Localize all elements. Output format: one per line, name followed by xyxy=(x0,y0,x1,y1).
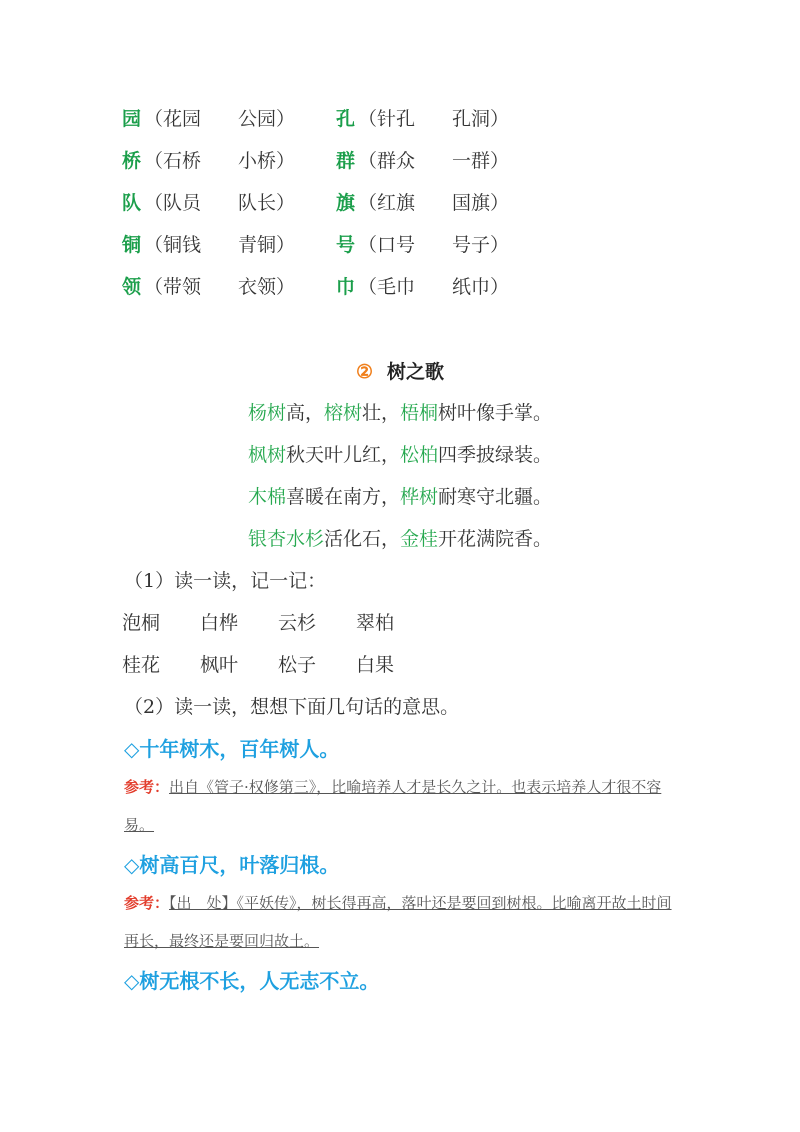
vocab-word: 衣领） xyxy=(238,276,296,298)
word-item: 枫叶 xyxy=(200,654,239,676)
vocab-word: （针孔 xyxy=(358,108,416,130)
vocab-word: （铜钱 xyxy=(144,234,202,256)
reference-label: 参考： xyxy=(124,778,170,796)
poem-text: 耐寒守北疆。 xyxy=(438,486,553,508)
poem-line xyxy=(0,398,800,428)
word-item: 泡桐 xyxy=(122,612,161,634)
tree-name: 杨树 xyxy=(247,402,286,424)
poem-text: 秋天叶儿红， xyxy=(285,444,400,466)
vocab-word: （花园 xyxy=(144,108,202,130)
question-1: （1）读一读，记一记： xyxy=(124,570,327,592)
vocab-word: 小桥） xyxy=(238,150,296,172)
vocab-word: 国旗） xyxy=(452,192,510,214)
vocab-char: 旗 xyxy=(336,192,356,214)
vocab-word: （群众 xyxy=(358,150,416,172)
vocab-word: 孔洞） xyxy=(452,108,510,130)
poem-line xyxy=(0,524,800,554)
poem-line xyxy=(0,482,800,512)
poem-text: 喜暖在南方， xyxy=(285,486,400,508)
vocab-word: （带领 xyxy=(144,276,202,298)
vocab-char: 园 xyxy=(122,108,142,130)
saying: ◇十年树木，百年树人。 xyxy=(124,737,340,761)
poem-text: 树叶像手掌。 xyxy=(438,402,553,424)
vocab-char: 领 xyxy=(122,276,142,298)
vocab-char: 号 xyxy=(336,234,356,256)
tree-name: 桦树 xyxy=(400,486,439,508)
vocab-char: 孔 xyxy=(336,108,356,130)
vocab-word: （石桥 xyxy=(144,150,202,172)
vocab-word: 号子） xyxy=(452,234,510,256)
reference-note xyxy=(124,884,684,960)
vocab-char: 群 xyxy=(336,150,356,172)
word-item: 翠柏 xyxy=(356,612,395,634)
tree-name: 榕树 xyxy=(323,402,362,424)
vocab-word: 一群） xyxy=(452,150,510,172)
vocab-word: 队长） xyxy=(238,192,296,214)
vocab-word: 青铜） xyxy=(238,234,296,256)
saying: ◇树无根不长，人无志不立。 xyxy=(124,969,380,993)
tree-name: 金桂 xyxy=(400,528,439,550)
vocab-word: （队员 xyxy=(144,192,202,214)
poem-text: 高， xyxy=(285,402,324,424)
poem-line xyxy=(0,440,800,470)
reference-text: 【出 处】《平妖传》，树长得再高，落叶还是要回到树根。比喻离开故土时间再长，最终还是要回归故土。 xyxy=(124,894,672,950)
poem-text: 活化石， xyxy=(323,528,400,550)
reference-text: 出自《管子·权修第三》，比喻培养人才是长久之计。也表示培养人才很不容易。 xyxy=(124,778,662,834)
vocab-char: 铜 xyxy=(122,234,142,256)
poem-text: 开花满院香。 xyxy=(438,528,553,550)
tree-name: 松柏 xyxy=(400,444,439,466)
word-item: 桂花 xyxy=(122,654,161,676)
section-title xyxy=(0,357,800,387)
saying: ◇树高百尺，叶落归根。 xyxy=(124,853,340,877)
section-number: ② xyxy=(355,361,374,383)
section-title-text: 树之歌 xyxy=(387,361,445,383)
vocab-char: 队 xyxy=(122,192,142,214)
tree-name: 木棉 xyxy=(247,486,286,508)
word-item: 云杉 xyxy=(278,612,317,634)
word-item: 松子 xyxy=(278,654,317,676)
vocab-word: 公园） xyxy=(238,108,296,130)
vocab-char: 巾 xyxy=(336,276,356,298)
tree-name: 银杏水杉 xyxy=(247,528,324,550)
poem-text: 四季披绿装。 xyxy=(438,444,553,466)
question-2: （2）读一读，想想下面几句话的意思。 xyxy=(124,696,460,718)
vocab-word: （口号 xyxy=(358,234,416,256)
vocab-word: （毛巾 xyxy=(358,276,416,298)
vocab-word: 纸巾） xyxy=(452,276,510,298)
reference-label: 参考： xyxy=(124,894,170,912)
word-item: 白果 xyxy=(356,654,395,676)
tree-name: 枫树 xyxy=(247,444,286,466)
tree-name: 梧桐 xyxy=(400,402,439,424)
reference-note xyxy=(124,768,684,844)
poem-text: 壮， xyxy=(362,402,401,424)
word-item: 白桦 xyxy=(200,612,239,634)
vocab-word: （红旗 xyxy=(358,192,416,214)
vocab-char: 桥 xyxy=(122,150,142,172)
